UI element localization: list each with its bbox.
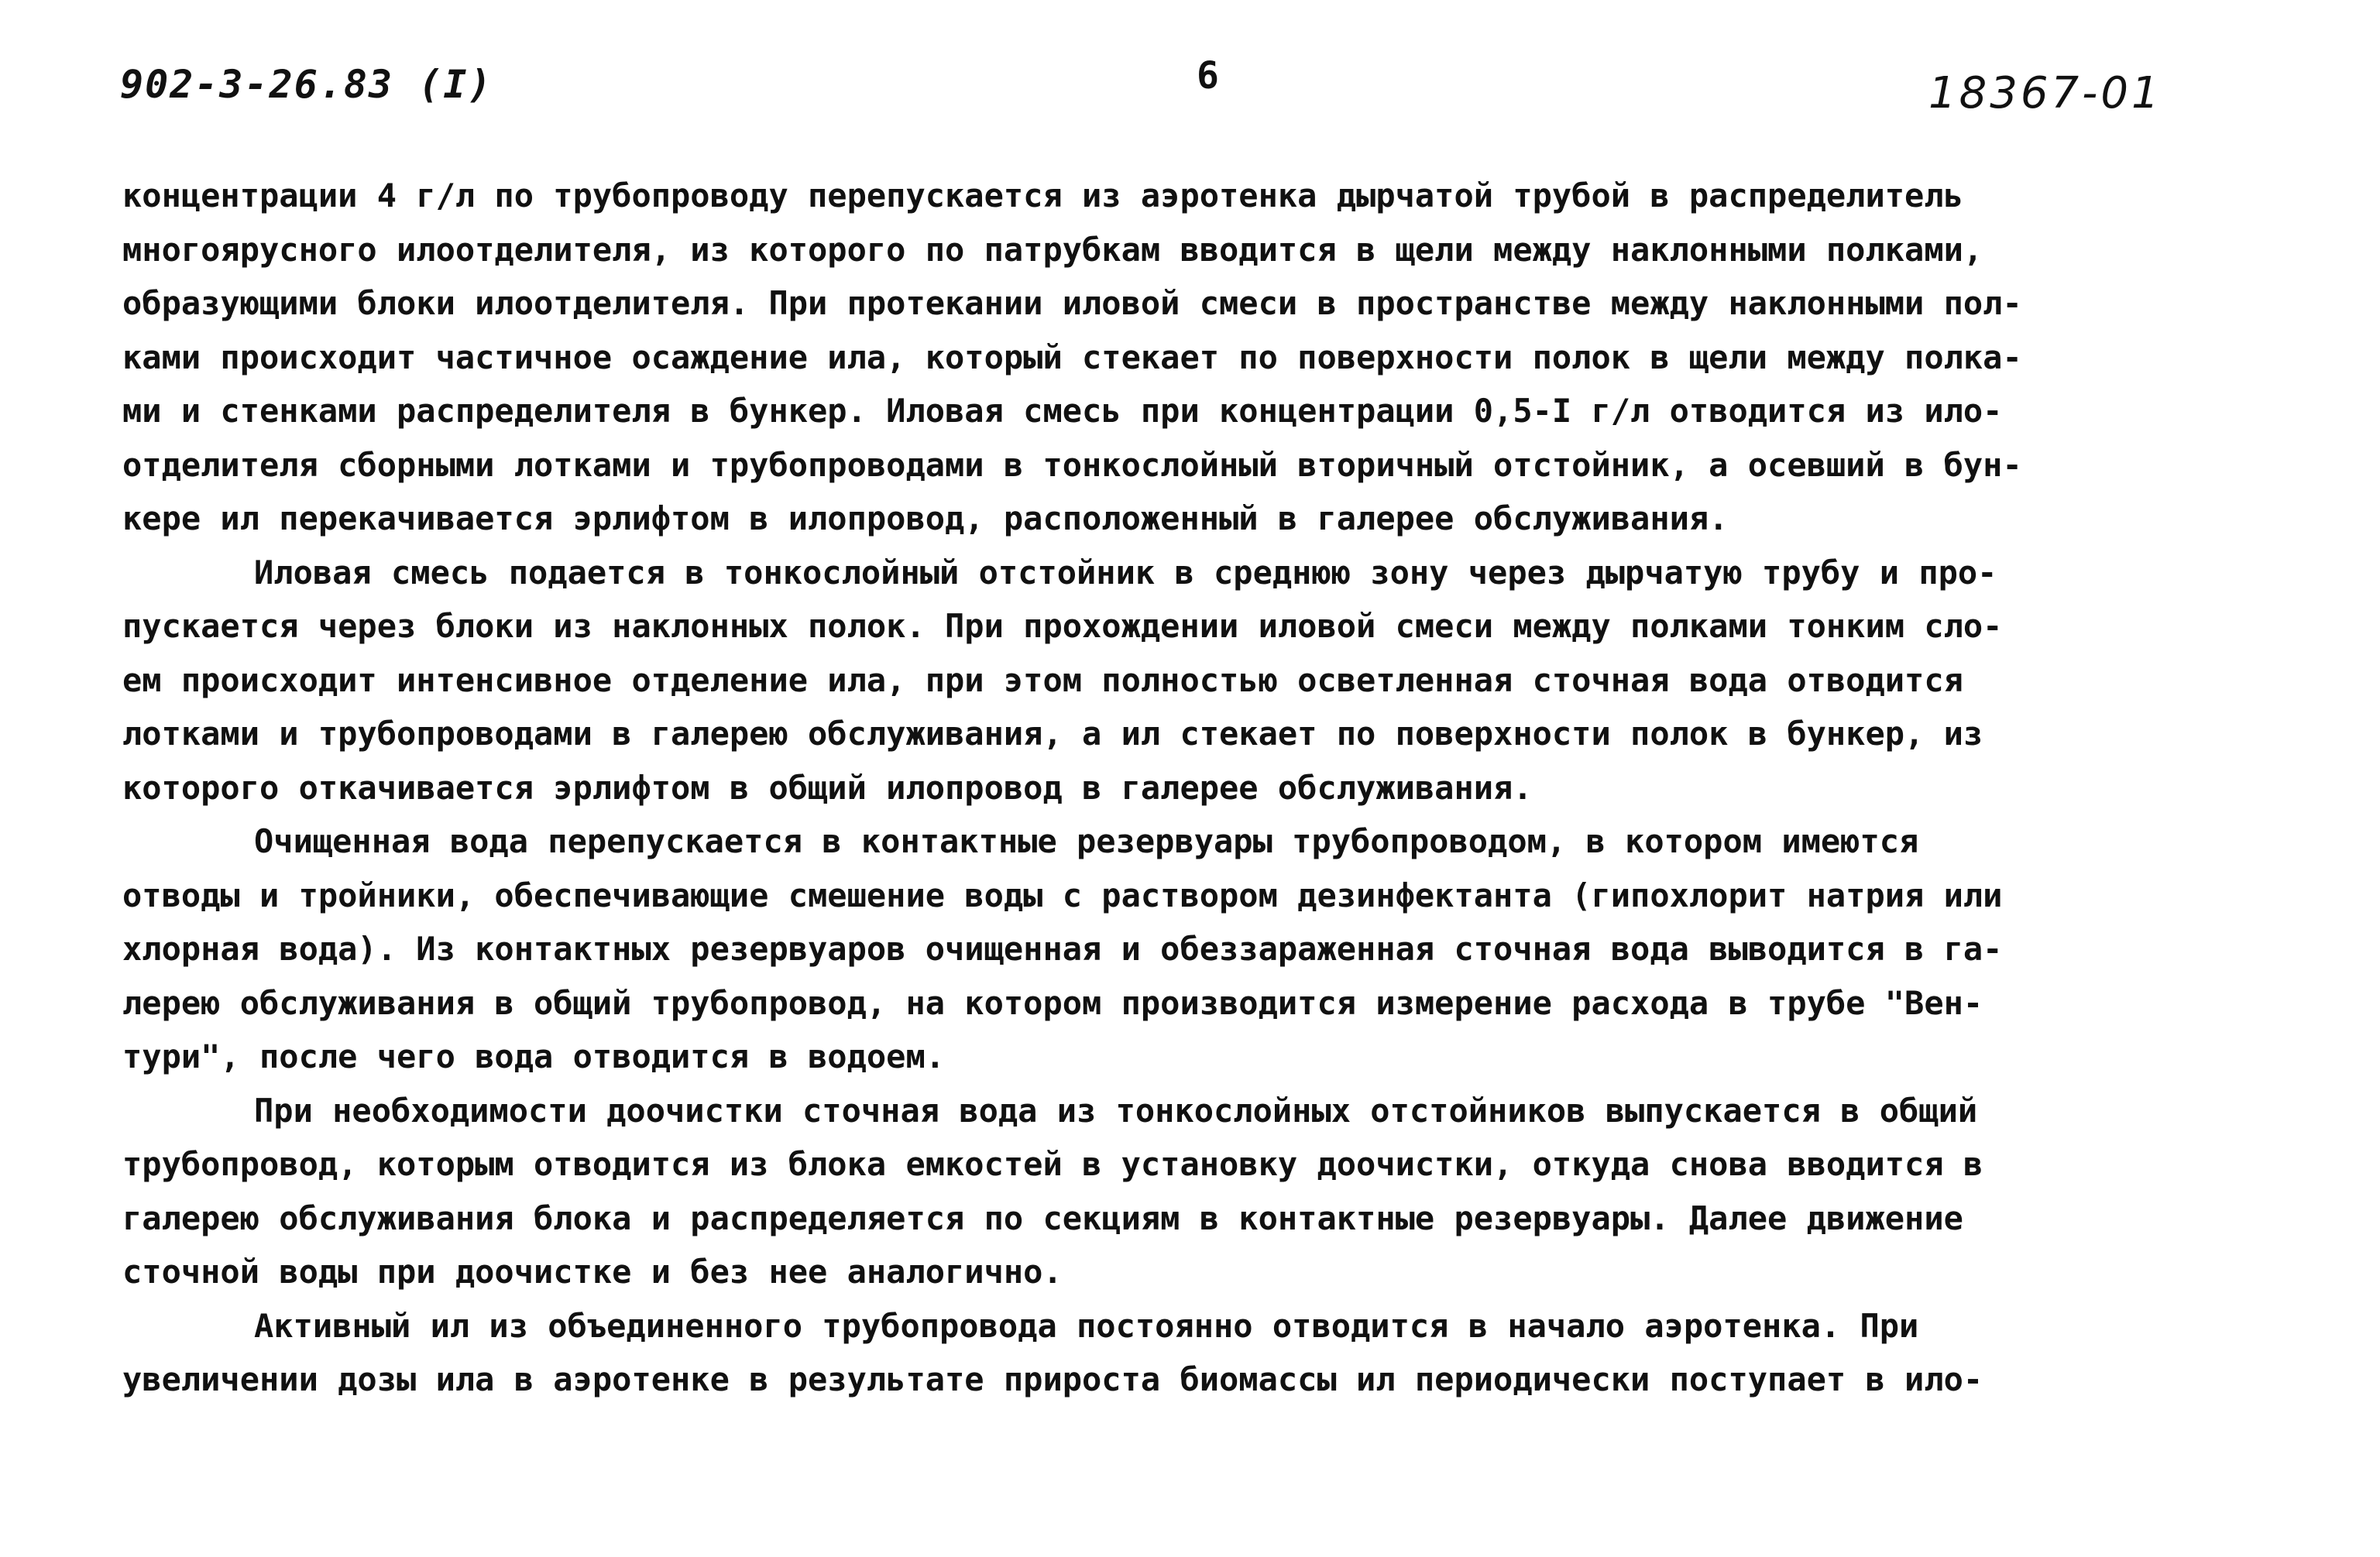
text-line: увеличении дозы ила в аэротенке в результате прироста биомассы ил периодически поступает в ило- — [122, 1360, 1983, 1398]
text-line: При необходимости доочистки сточная вода из тонкослойных отстойников выпускается в общий — [254, 1091, 1978, 1130]
inventory-number: 18367-01 — [1928, 68, 2162, 118]
text-line: ками происходит частичное осаждение ила, который стекает по поверхности полок в щели между полка- — [122, 338, 2022, 376]
text-line: пускается через блоки из наклонных полок. При прохождении иловой смеси между полками тонким сло- — [122, 607, 2003, 645]
text-line: кере ил перекачивается эрлифтом в илопровод, расположенный в галерее обслуживания. — [122, 499, 1729, 537]
text-line: образующими блоки илоотделителя. При протекании иловой смеси в пространстве между наклонными пол- — [122, 284, 2022, 322]
body-text — [122, 169, 2299, 1407]
text-line: Иловая смесь подается в тонкослойный отстойник в среднюю зону через дырчатую трубу и про- — [254, 553, 1997, 592]
text-line: ем происходит интенсивное отделение ила, при этом полностью осветленная сточная вода отводится — [122, 660, 1963, 699]
document-code: 902-3-26.83 (I) — [120, 62, 493, 107]
text-line: отводы и тройники, обеспечивающие смешение воды с раствором дезинфектанта (гипохлорит натрия или — [122, 876, 2003, 914]
text-line: которого откачивается эрлифтом в общий илопровод в галерее обслуживания. — [122, 768, 1533, 807]
text-line: ми и стенками распределителя в бункер. Иловая смесь при концентрации 0,5-I г/л отводится из ило- — [122, 392, 2003, 430]
text-line: лерею обслуживания в общий трубопровод, на котором производится измерение расхода в трубе "Вен- — [122, 983, 1983, 1022]
text-line: Активный ил из объединенного трубопровода постоянно отводится в начало аэротенка. При — [254, 1306, 1919, 1345]
text-line: хлорная вода). Из контактных резервуаров очищенная и обеззараженная сточная вода выводится в га- — [122, 930, 2003, 968]
text-line: лотками и трубопроводами в галерею обслуживания, а ил стекает по поверхности полок в бункер, из — [122, 715, 1983, 753]
text-line: Очищенная вода перепускается в контактные резервуары трубопроводом, в котором имеются — [254, 822, 1919, 860]
text-line: концентрации 4 г/л по трубопроводу перепускается из аэротенка дырчатой трубой в распределитель — [122, 177, 1963, 214]
text-line: галерею обслуживания блока и распределяется по секциям в контактные резервуары. Далее движение — [122, 1199, 1963, 1237]
text-line: трубопровод, которым отводится из блока емкостей в установку доочистки, откуда снова вводится в — [122, 1145, 1983, 1183]
text-line: тури", после чего вода отводится в водоем. — [122, 1037, 946, 1075]
page-number: 6 — [1197, 54, 1219, 98]
text-line: многоярусного илоотделителя, из которого по патрубкам вводится в щели между наклонными полками, — [122, 230, 1983, 269]
text-line: отделителя сборными лотками и трубопроводами в тонкослойный вторичный отстойник, а осевший в бун- — [122, 445, 2022, 484]
text-line: сточной воды при доочистке и без нее аналогично. — [122, 1253, 1063, 1291]
